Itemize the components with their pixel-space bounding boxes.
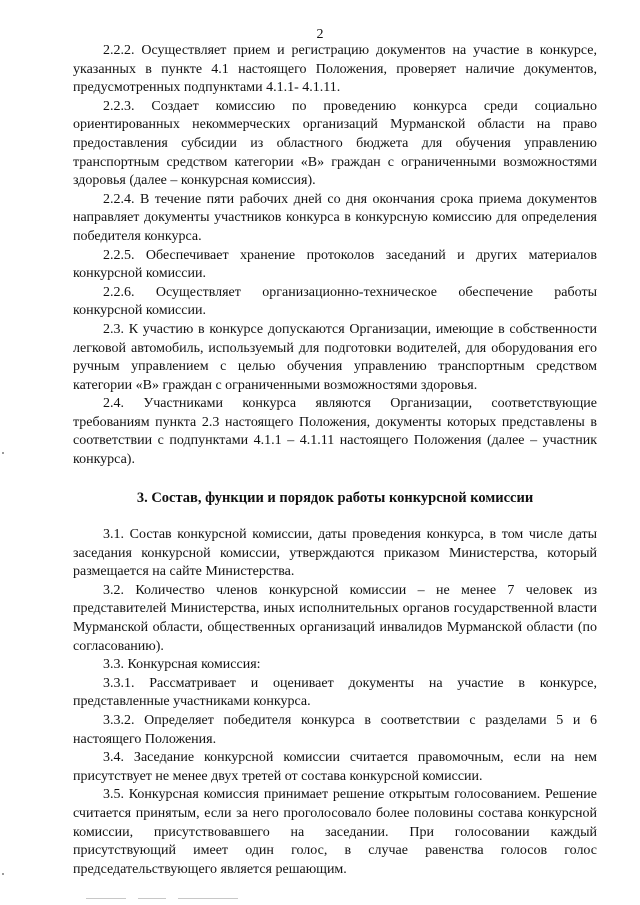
clause-2-4: 2.4. Участниками конкурса являются Организации, соответствующие требованиям пункта 2.3 настоящего Положения, документы которых представлены в соответствии с подпунктами 4.1.1 – 4.1.11 настоящего Положения (далее – участник конкурса). xyxy=(73,396,597,468)
clause-3-3: 3.3. Конкурсная комиссия: xyxy=(103,657,261,673)
clause-2-2-4: 2.2.4. В течение пяти рабочих дней со дня окончания срока приема документов направляет документы участников конкурса в конкурсную комиссию для определения победителя конкурса. xyxy=(73,191,597,244)
section-2-body xyxy=(73,42,597,470)
clause-2-2-5: 2.2.5. Обеспечивает хранение протоколов заседаний и других материалов конкурсной комиссии. xyxy=(73,247,597,282)
clause-2-2-3: 2.2.3. Создает комиссию по проведению конкурса среди социально ориентированных некоммерческих организаций Мурманской области на право предоставления субсидии из областного бюджета для обучения управлению транспортным средством категории «В» граждан с ограниченными возможностями здоровья (далее – конкурсная комиссия). xyxy=(73,98,597,189)
section-3-heading: 3. Состав, функции и порядок работы конкурсной комиссии xyxy=(136,490,534,506)
scan-edge-mark xyxy=(2,873,4,875)
clause-3-1: 3.1. Состав конкурсной комиссии, даты проведения конкурса, в том числе даты заседания конкурсной комиссии, утверждаются приказом Министерства, который размещается на сайте Министерства. xyxy=(73,527,597,580)
clause-2-3: 2.3. К участию в конкурсе допускаются Организации, имеющие в собственности легковой автомобиль, используемый для подготовки водителей, для оборудования его ручным управлением с целью обучения управлению транспортным средством категории «В» граждан с ограниченными возможностями здоровья. xyxy=(73,321,597,393)
scan-edge-mark xyxy=(2,452,4,454)
section-3-body xyxy=(73,526,597,879)
page-number: 2 xyxy=(316,27,324,42)
clause-3-4: 3.4. Заседание конкурсной комиссии считается правомочным, если на нем присутствует не менее двух третей от состава конкурсной комиссии. xyxy=(73,750,597,784)
clause-3-3-1: 3.3.1. Рассматривает и оценивает документы на участие в конкурсе, представленные участниками конкурса. xyxy=(73,675,597,710)
scan-footer-artifact xyxy=(86,898,286,900)
clause-3-3-2: 3.3.2. Определяет победителя конкурса в соответствии с разделами 5 и 6 настоящего Положения. xyxy=(73,712,597,747)
clause-3-5: 3.5. Конкурсная комиссия принимает решение открытым голосованием. Решение считается принятым, если за него проголосовало более половины состава конкурсной комиссии, присутствовавшего на заседании. При голосовании каждый присутствующий имеет один голос, в случае равенства голосов голос председательствующего является решающим. xyxy=(73,787,597,877)
clause-3-2: 3.2. Количество членов конкурсной комиссии – не менее 7 человек из представителей Министерства, иных исполнительных органов государственной власти Мурманской области, общественных организаций инвалидов Мурманской области (по согласованию). xyxy=(73,582,597,654)
clause-2-2-2: 2.2.2. Осуществляет прием и регистрацию документов на участие в конкурсе, указанных в пункте 4.1 настоящего Положения, проверяет наличие документов, предусмотренных подпунктами 4.1.1- 4.1.11. xyxy=(73,43,597,96)
clause-2-2-6: 2.2.6. Осуществляет организационно-техническое обеспечение работы конкурсной комиссии. xyxy=(73,284,597,319)
